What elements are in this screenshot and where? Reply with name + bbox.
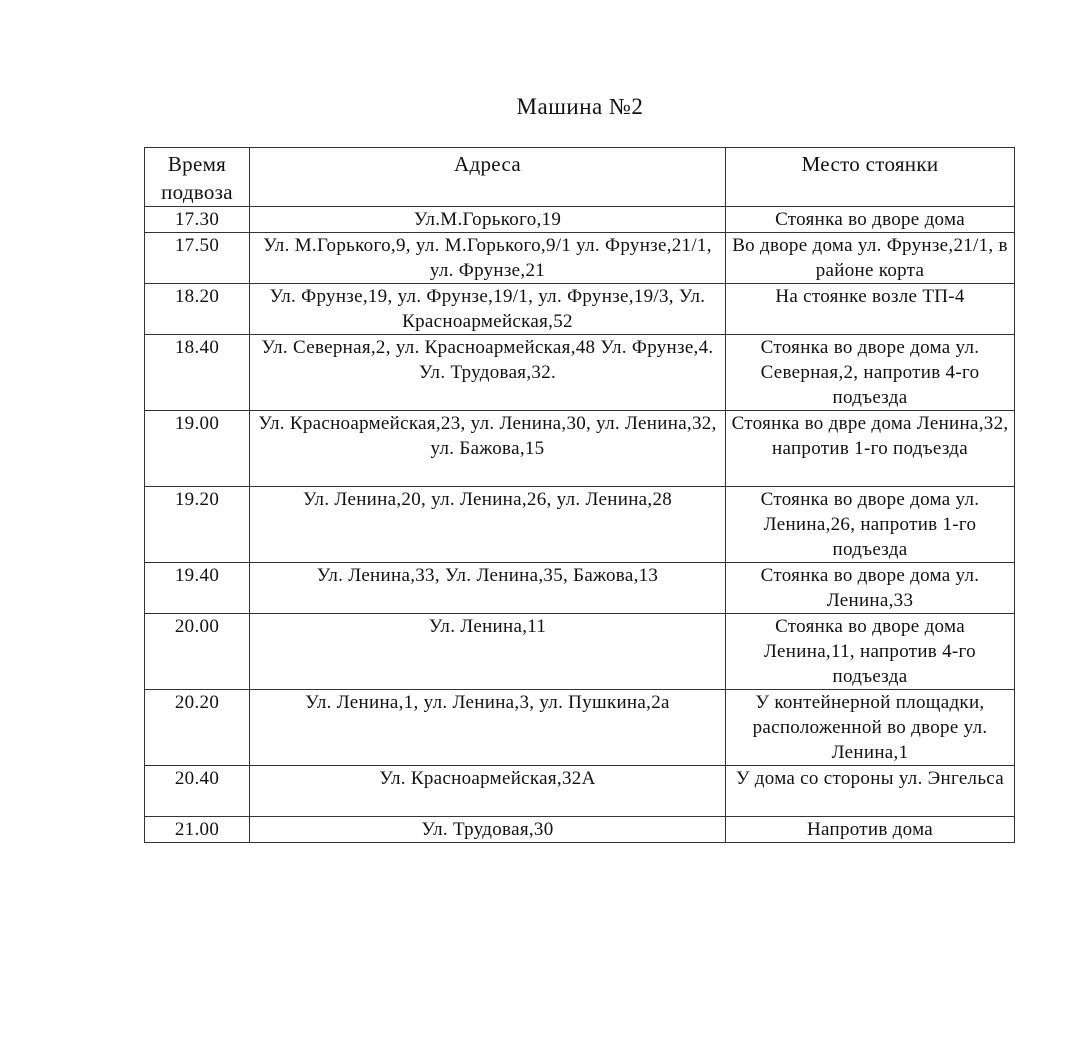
- cell-time: 18.40: [145, 335, 250, 411]
- cell-address: Ул. Ленина,11: [250, 614, 726, 690]
- cell-time: 17.50: [145, 233, 250, 284]
- cell-address: Ул. Фрунзе,19, ул. Фрунзе,19/1, ул. Фрунзе,19/3, Ул. Красноармейская,52: [250, 284, 726, 335]
- table-row: [145, 207, 1015, 233]
- cell-time: 19.00: [145, 411, 250, 487]
- cell-parking: Стоянка во дворе дома ул. Северная,2, напротив 4-го подъезда: [726, 335, 1015, 411]
- table-row: [145, 766, 1015, 817]
- cell-parking: Напротив дома: [726, 817, 1015, 843]
- table-row: [145, 411, 1015, 487]
- cell-address: Ул. М.Горького,9, ул. М.Горького,9/1 ул. Фрунзе,21/1, ул. Фрунзе,21: [250, 233, 726, 284]
- cell-address: Ул. Трудовая,30: [250, 817, 726, 843]
- cell-time: 19.20: [145, 487, 250, 563]
- cell-parking: У контейнерной площадки, расположенной во дворе ул. Ленина,1: [726, 690, 1015, 766]
- cell-parking: Стоянка во дворе дома ул. Ленина,33: [726, 563, 1015, 614]
- cell-address: Ул. Ленина,1, ул. Ленина,3, ул. Пушкина,2а: [250, 690, 726, 766]
- header-parking: Место стоянки: [726, 148, 1015, 207]
- cell-address: Ул. Красноармейская,23, ул. Ленина,30, ул. Ленина,32, ул. Бажова,15: [250, 411, 726, 487]
- cell-time: 20.20: [145, 690, 250, 766]
- table-header-row: [145, 148, 1015, 207]
- cell-parking: На стоянке возле ТП-4: [726, 284, 1015, 335]
- cell-address: Ул. Красноармейская,32А: [250, 766, 726, 817]
- cell-parking: У дома со стороны ул. Энгельса: [726, 766, 1015, 817]
- cell-address: Ул. Ленина,20, ул. Ленина,26, ул. Ленина,28: [250, 487, 726, 563]
- table-row: [145, 563, 1015, 614]
- cell-time: 17.30: [145, 207, 250, 233]
- page-title: Машина №2: [516, 94, 644, 119]
- cell-parking: Стоянка во дворе дома: [726, 207, 1015, 233]
- table-row: [145, 335, 1015, 411]
- table-row: [145, 614, 1015, 690]
- cell-address: Ул. Ленина,33, Ул. Ленина,35, Бажова,13: [250, 563, 726, 614]
- cell-time: 21.00: [145, 817, 250, 843]
- table-row: [145, 233, 1015, 284]
- table-row: [145, 487, 1015, 563]
- cell-parking: Стоянка во дворе дома ул. Ленина,26, напротив 1-го подъезда: [726, 487, 1015, 563]
- cell-time: 19.40: [145, 563, 250, 614]
- table-row: [145, 690, 1015, 766]
- header-address: Адреса: [250, 148, 726, 207]
- cell-time: 20.00: [145, 614, 250, 690]
- cell-address: Ул.М.Горького,19: [250, 207, 726, 233]
- table-row: [145, 817, 1015, 843]
- cell-time: 18.20: [145, 284, 250, 335]
- cell-address: Ул. Северная,2, ул. Красноармейская,48 Ул. Фрунзе,4. Ул. Трудовая,32.: [250, 335, 726, 411]
- cell-time: 20.40: [145, 766, 250, 817]
- schedule-table: [144, 147, 1015, 843]
- cell-parking: Стоянка во дворе дома Ленина,11, напротив 4-го подъезда: [726, 614, 1015, 690]
- cell-parking: Во дворе дома ул. Фрунзе,21/1, в районе корта: [726, 233, 1015, 284]
- cell-parking: Стоянка во двре дома Ленина,32, напротив 1-го подъезда: [726, 411, 1015, 487]
- header-time: Время подвоза: [145, 148, 250, 207]
- table-row: [145, 284, 1015, 335]
